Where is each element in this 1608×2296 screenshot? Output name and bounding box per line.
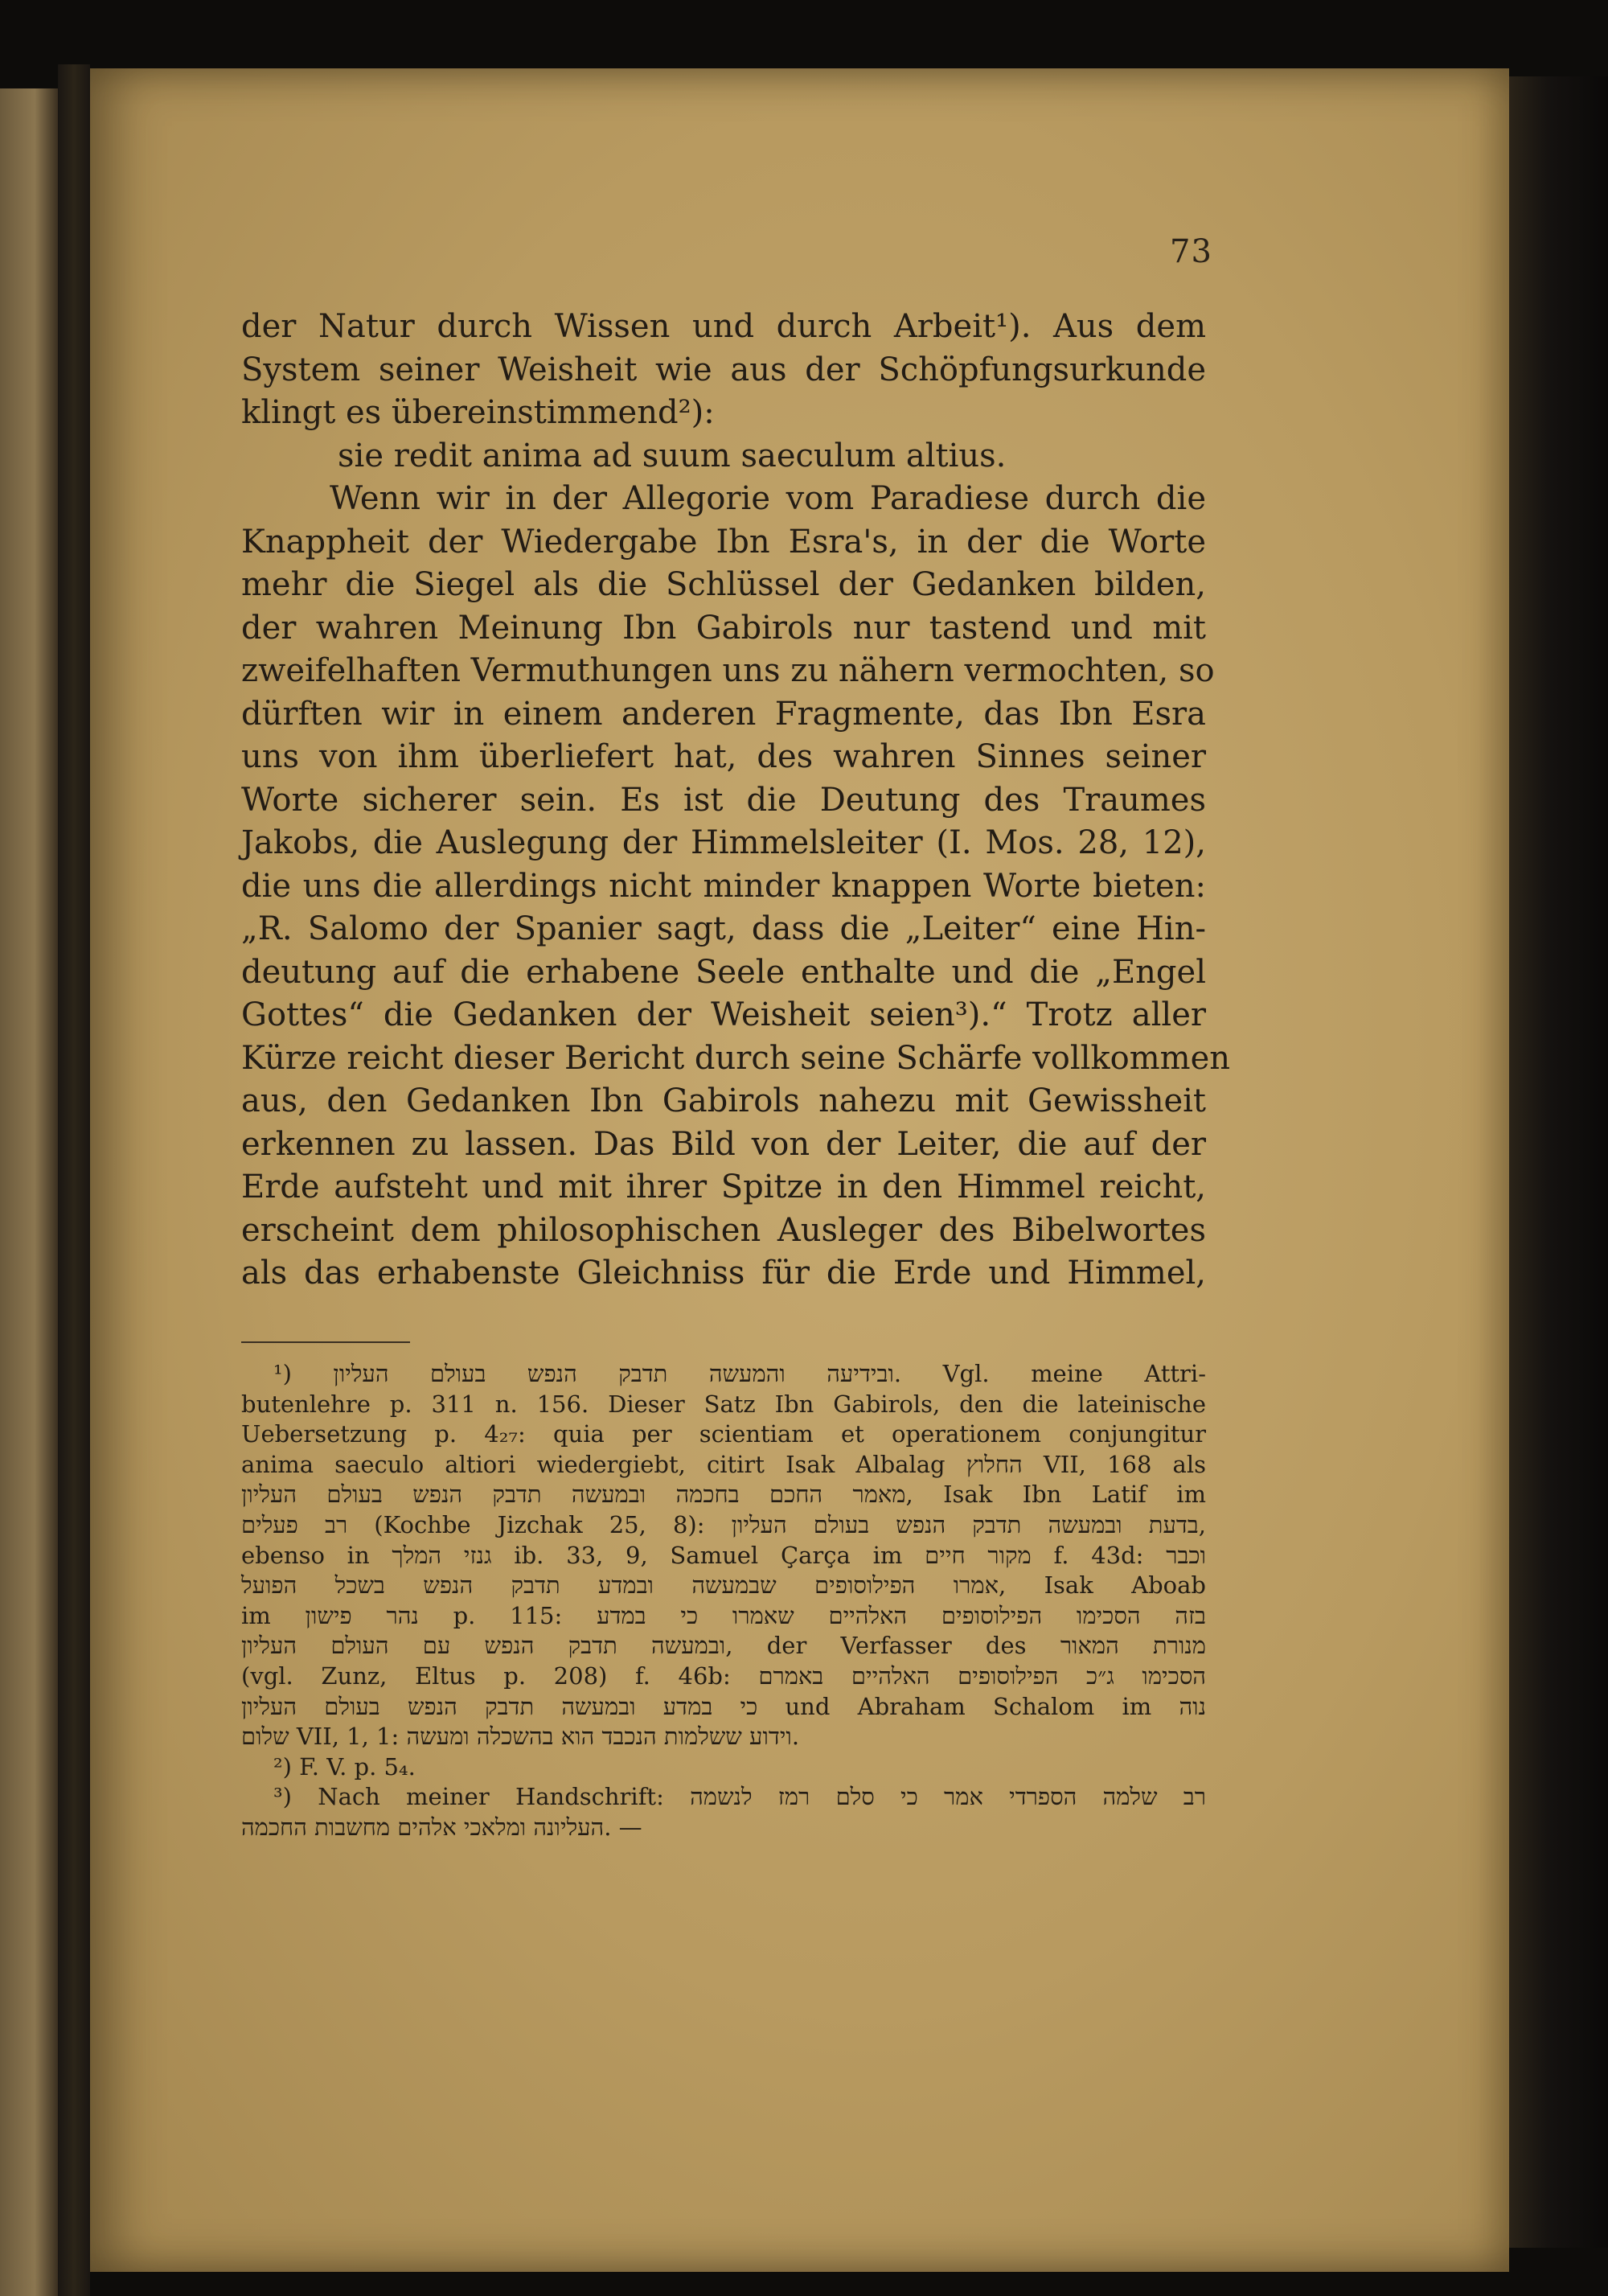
footnotes	[241, 1359, 1206, 1843]
text-line: Kürze reicht dieser Bericht durch seine Schärfe vollkommen	[241, 1039, 1231, 1077]
text-line: Erde aufsteht und mit ihrer Spitze in den Himmel reicht,	[241, 1169, 1206, 1206]
footnote-line: butenlehre p. 311 n. 156. Dieser Satz Ibn Gabirols, den die lateinische	[241, 1390, 1206, 1418]
footnote-line: אמרו הפילוסופים שבמעשה ובמדע תדבק הנפש בשכל הפועל, Isak Aboab	[241, 1571, 1206, 1600]
footnote-line: ¹) ובידיעה והמעשה תדבק הנפש בעולם העליון. Vgl. meine Attri-	[273, 1360, 1206, 1387]
footnote-line: ³) Nach meiner Handschrift: רב שלמה הספרדי אמר כי סלם רמז לנשמה	[273, 1783, 1206, 1811]
footnote-line: ובמעשה תדבק הנפש עם העולם העליון, der Verfasser des מנורת המאור	[241, 1632, 1206, 1660]
text-line: Knappheit der Wiedergabe Ibn Esra's, in der die Worte	[241, 523, 1206, 561]
text-line: Worte sicherer sein. Es ist die Deutung des Traumes	[241, 781, 1206, 819]
footnote-line: ebenso in גנזי המלך ib. 33, 9, Samuel Çarça im מקור חיים f. 43d: וכבר	[241, 1541, 1207, 1569]
text-line: zweifelhaften Vermuthungen uns zu nähern vermochten, so	[241, 652, 1215, 689]
footnote-line: im נהר פישון p. 115: בזה הסכימו הפילוסופים האלהיים שאמרו כי במדע	[241, 1601, 1207, 1629]
footnote-line: ²) F. V. p. 5₄.	[273, 1752, 416, 1781]
text-line: Jakobs, die Auslegung der Himmelsleiter (I. Mos. 28, 12),	[241, 824, 1206, 861]
footnote-line: כי במדע ובמעשה תדבק הנפש בעולם העליון und Abraham Schalom im נוה	[241, 1692, 1207, 1720]
text-line: die uns die allerdings nicht minder knappen Worte bieten:	[241, 867, 1206, 905]
left-page-edge	[0, 88, 58, 2296]
footnote-line: שלום VII, 1, 1: וידוע ששלמות הנכבד הוא בהשכלה ומעשה.	[241, 1723, 800, 1751]
book-spine	[58, 64, 90, 2296]
text-line: als das erhabenste Gleichniss für die Erde und Himmel,	[241, 1255, 1206, 1292]
text-line: erkennen zu lassen. Das Bild von der Leiter, die auf der	[241, 1125, 1206, 1163]
text-line: der Natur durch Wissen und durch Arbeit¹). Aus dem	[241, 308, 1206, 345]
text-line: „R. Salomo der Spanier sagt, dass die „Leiter“ eine Hin-	[241, 910, 1206, 947]
text-line: erscheint dem philosophischen Ausleger des Bibelwortes	[241, 1211, 1206, 1249]
footnote-line: מאמר החכם בחכמה ובמעשה תדבק הנפש בעולם העליון, Isak Ibn Latif im	[241, 1481, 1206, 1509]
footnote-rule	[241, 1341, 410, 1343]
text-line: mehr die Siegel als die Schlüssel der Gedanken bilden,	[241, 566, 1206, 603]
text-line: deutung auf die erhabene Seele enthalte und die „Engel	[241, 953, 1206, 991]
text-line: dürften wir in einem anderen Fragmente, das Ibn Esra	[241, 695, 1206, 733]
text-line: klingt es übereinstimmend²):	[241, 394, 715, 431]
page-number: 73	[1170, 233, 1212, 270]
main-text	[241, 306, 1231, 1296]
footnote-line: (vgl. Zunz, Eltus p. 208) f. 46b: הסכימו ג״כ הפילוסופים האלהיים באמרם	[241, 1661, 1206, 1690]
footnote-line: Uebersetzung p. 4₂₇: quia per scientiam et operationem conjungitur	[241, 1420, 1206, 1448]
text-line: uns von ihm überliefert hat, des wahren Sinnes seiner	[241, 738, 1206, 775]
text-line: Gottes“ die Gedanken der Weisheit seien³).“ Trotz aller	[241, 996, 1206, 1033]
quote-line: sie redit anima ad suum saeculum altius.	[338, 437, 1007, 474]
footnote-line: anima saeculo altiori wiedergiebt, citirt Isak Albalag החלוץ VII, 168 als	[241, 1450, 1206, 1478]
text-line: der wahren Meinung Ibn Gabirols nur tastend und mit	[241, 609, 1206, 647]
text-line: aus, den Gedanken Ibn Gabirols nahezu mit Gewissheit	[241, 1082, 1206, 1119]
text-line: Wenn wir in der Allegorie vom Paradiese durch die	[330, 480, 1206, 517]
footnote-line: העליונה ומלאכי אלהים מחשבות החכמה. —	[241, 1813, 642, 1841]
footnote-line: רב פעלים (Kochbe Jizchak 25, 8): בדעת ובמעשה תדבק הנפש בעולם העליון,	[241, 1510, 1206, 1538]
text-line: System seiner Weisheit wie aus der Schöpfungsurkunde	[241, 351, 1206, 388]
page-edge	[1509, 76, 1608, 2248]
